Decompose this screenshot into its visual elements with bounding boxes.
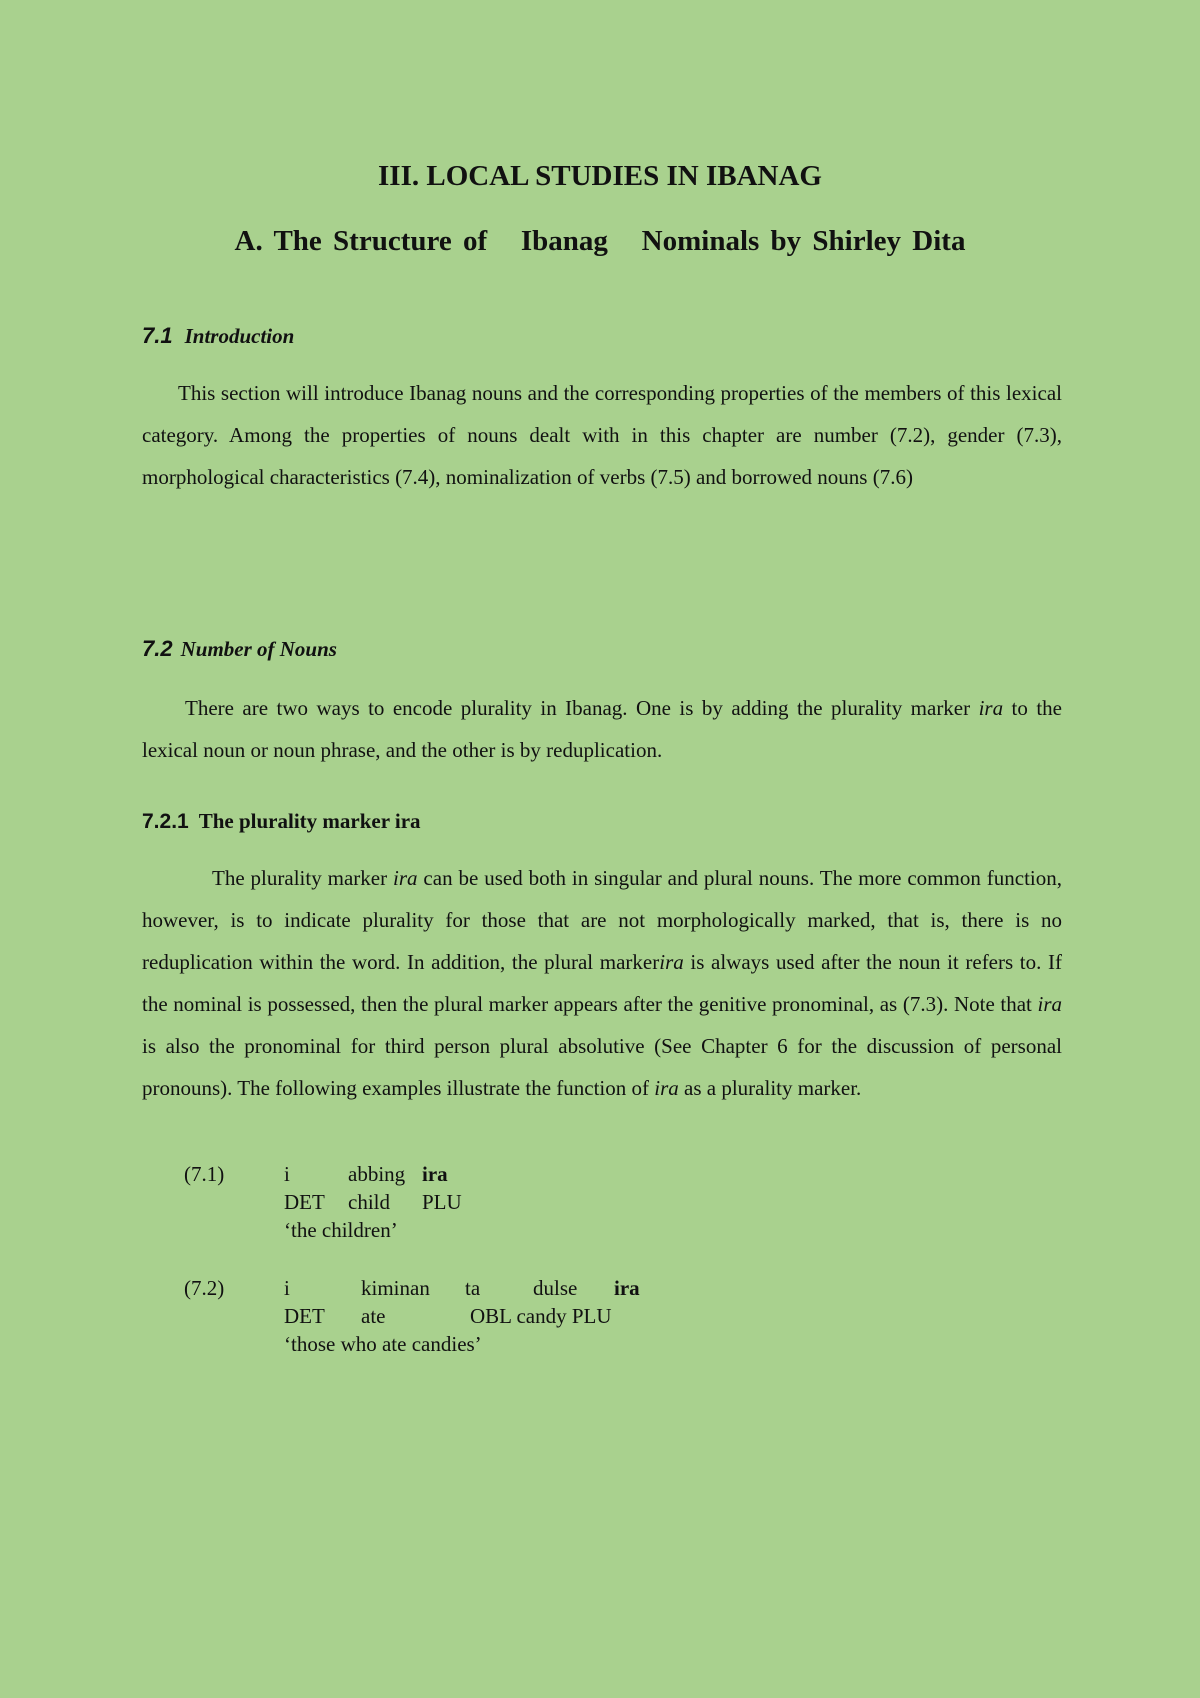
term-ira: ira bbox=[978, 696, 1004, 720]
gloss-item: PLU bbox=[422, 1190, 462, 1214]
gloss-item: ate bbox=[361, 1304, 386, 1328]
example-line bbox=[184, 1160, 462, 1188]
gloss-item: DET bbox=[284, 1190, 325, 1214]
gloss-item: child bbox=[348, 1190, 390, 1214]
gloss-item: DET bbox=[284, 1304, 325, 1328]
example-number: (7.2) bbox=[184, 1276, 225, 1300]
section-title: The plurality marker ira bbox=[198, 809, 421, 833]
section-number: 7.1 bbox=[142, 323, 173, 348]
term-ira: ira bbox=[654, 1076, 679, 1100]
paragraph-introduction: This section will introduce Ibanag nouns and the corresponding properties of the members of this lexical category. Among the properties of nouns dealt with in this chapter are number (7.2), gender (7.3), morphological characteristics (7.4), nominalization of verbs (7.5) and borrowed nouns (7.6) bbox=[142, 381, 1062, 489]
paragraph-number-of-nouns: There are two ways to encode plurality in Ibanag. One is by adding the plurality marker ira to the lexical noun or noun phrase, and the other is by reduplication. bbox=[142, 696, 1062, 762]
example-gloss bbox=[184, 1188, 462, 1216]
example-line bbox=[184, 1274, 640, 1302]
term-ira: ira bbox=[393, 866, 418, 890]
section-number: 7.2 bbox=[142, 636, 173, 661]
section-title: Number of Nouns bbox=[180, 637, 337, 661]
example-word: dulse bbox=[533, 1276, 578, 1300]
example-7-2 bbox=[184, 1274, 640, 1358]
section-heading-7-2 bbox=[142, 636, 337, 662]
example-word: i bbox=[284, 1162, 290, 1186]
example-word: ira bbox=[614, 1276, 640, 1300]
example-7-1 bbox=[184, 1160, 462, 1244]
paragraph-plurality-marker: The plurality marker ira can be used both in singular and plural nouns. The more common function, however, is to indicate plurality for those that are not morphologically marked, that is, there is no reduplication within the word. In addition, the plural markerira is always used after the noun it refers to. If the nominal is possessed, then the plural marker appears after the genitive pronominal, as (7.3). Note that ira is also the pronominal for third person plural absolutive (See Chapter 6 for the discussion of personal pronouns). The following examples illustrate the function of ira as a plurality marker. bbox=[142, 866, 1062, 1100]
example-word: ta bbox=[465, 1276, 481, 1300]
section-heading-7-2-1 bbox=[142, 808, 421, 834]
example-word: i bbox=[284, 1276, 290, 1300]
term-ira: ira bbox=[1037, 992, 1062, 1016]
example-word: kiminan bbox=[361, 1276, 430, 1300]
article-title: A. The Structure of Ibanag Nominals by Shirley Dita bbox=[234, 225, 966, 257]
example-translation: ‘those who ate candies’ bbox=[284, 1332, 482, 1356]
example-word: ira bbox=[422, 1162, 448, 1186]
example-translation: ‘the children’ bbox=[284, 1218, 398, 1242]
term-ira: ira bbox=[659, 950, 684, 974]
example-gloss bbox=[184, 1302, 640, 1330]
gloss-item: OBL candy PLU bbox=[470, 1304, 612, 1328]
section-title: Introduction bbox=[184, 324, 295, 348]
section-number: 7.2.1 bbox=[142, 810, 189, 833]
section-heading-7-1 bbox=[142, 323, 294, 349]
chapter-title: III. LOCAL STUDIES IN IBANAG bbox=[378, 160, 822, 192]
example-number: (7.1) bbox=[184, 1162, 225, 1186]
example-word: abbing bbox=[348, 1162, 406, 1186]
